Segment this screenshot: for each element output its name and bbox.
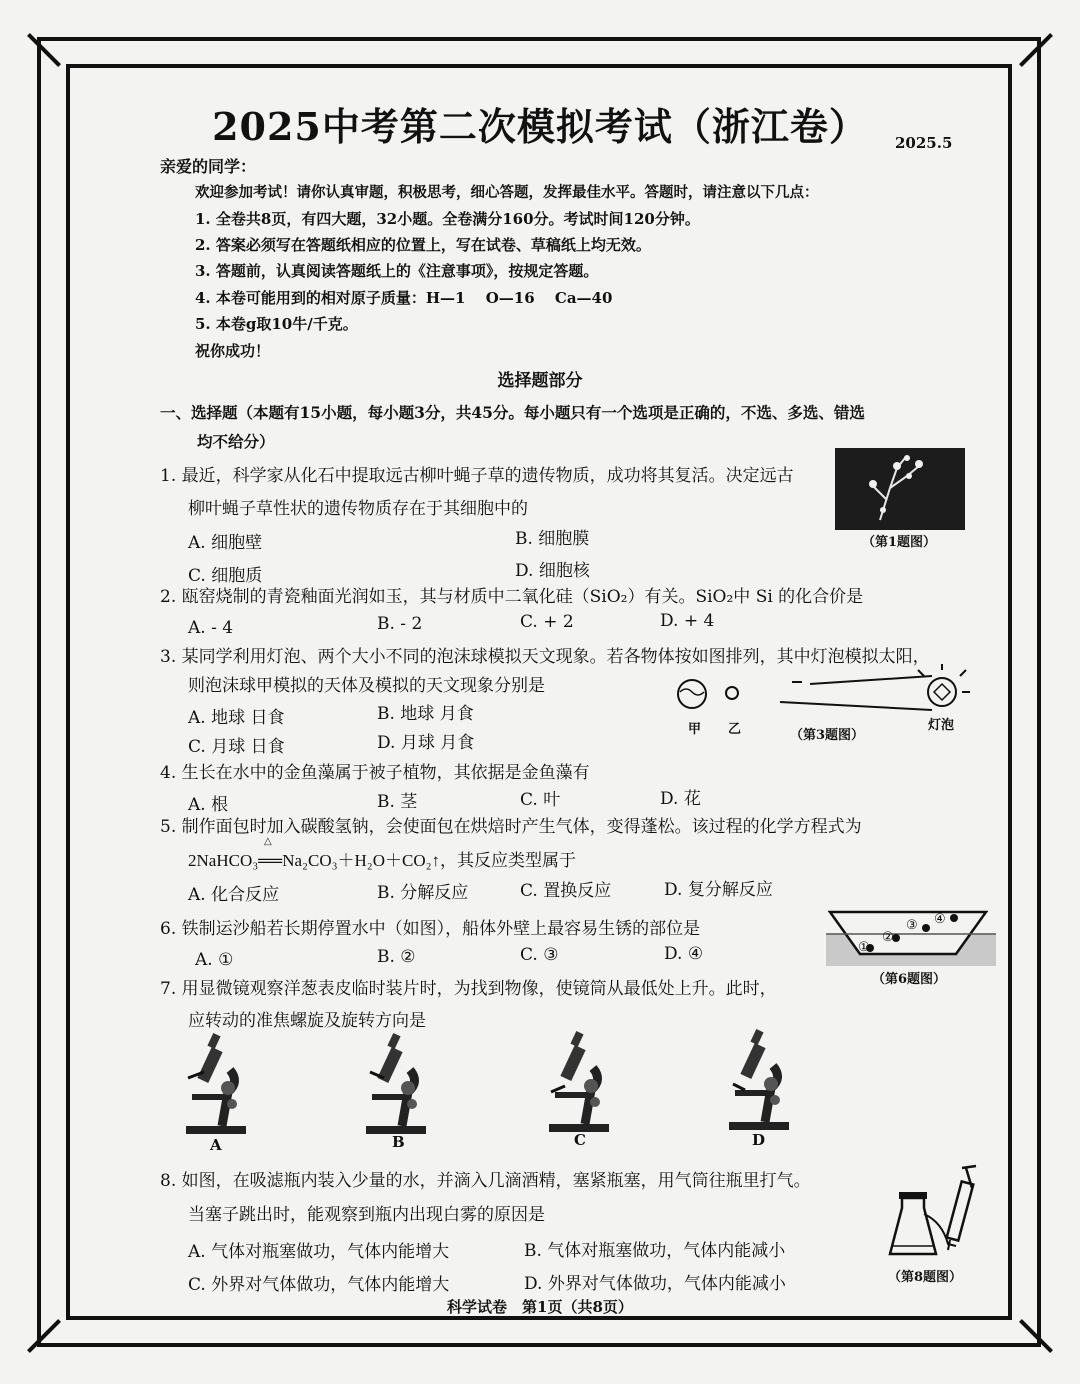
note-1: 1. 全卷共8页，有四大题，32小题。全卷满分160分。考试时间120分钟。 — [195, 210, 700, 228]
q3-option-b: B. 地球 月食 — [377, 704, 474, 724]
q6-marker-1: ① — [858, 940, 870, 955]
q5-stem-line1: 5. 制作面包时加入碳酸氢钠，会使面包在烘焙时产生气体，变得蓬松。该过程的化学方程式为 — [160, 817, 862, 837]
q3-option-c: C. 月球 日食 — [188, 737, 285, 757]
exam-title: 2025中考第二次模拟考试（浙江卷） — [212, 104, 868, 149]
q6-option-d: D. ④ — [664, 944, 704, 964]
q3-option-d: D. 月球 月食 — [377, 733, 475, 753]
q3-sun-earth-moon-figure — [670, 662, 975, 722]
part-title-line2: 均不给分） — [197, 432, 275, 451]
q8-option-a: A. 气体对瓶塞做功，气体内能增大 — [188, 1242, 450, 1262]
greeting: 亲爱的同学： — [160, 157, 257, 176]
q5-equation: 2NaHCO₃══Na₂CO₃＋H₂O＋CO₂↑，其反应类型属于 — [188, 851, 577, 870]
q6-figure-caption: （第6题图） — [872, 972, 947, 987]
q3-label-jia: 甲 — [688, 722, 702, 737]
q2-option-d: D. + 4 — [660, 611, 715, 631]
q8-option-d: D. 外界对气体做功，气体内能减小 — [524, 1274, 786, 1294]
q2-option-b: B. - 2 — [377, 614, 423, 634]
q6-stem: 6. 铁制运沙船若长期停置水中（如图），船体外壁上最容易生锈的部位是 — [160, 919, 701, 939]
q8-option-c: C. 外界对气体做功，气体内能增大 — [188, 1275, 450, 1295]
q2-option-c: C. + 2 — [520, 612, 574, 632]
q5-option-a: A. 化合反应 — [188, 885, 280, 905]
q3-label-bulb: 灯泡 — [928, 718, 955, 733]
page-footer: 科学试卷 第1页（共8页） — [447, 1298, 633, 1316]
q5-option-c: C. 置换反应 — [520, 881, 612, 901]
q8-stem-line1: 8. 如图，在吸滤瓶内装入少量的水，并滴入几滴酒精，塞紧瓶塞，用气筒往瓶里打气。 — [160, 1171, 811, 1191]
note-3: 3. 答题前，认真阅读答题纸上的《注意事项》，按规定答题。 — [195, 262, 599, 280]
q8-flask-pump-figure — [884, 1162, 984, 1262]
q6-marker-3: ③ — [906, 918, 918, 933]
q7-label-b: B — [392, 1133, 405, 1151]
wish-text: 祝你成功！ — [195, 342, 271, 360]
q7-label-a: A — [210, 1136, 222, 1154]
q1-figure-caption: （第1题图） — [862, 535, 937, 550]
q6-option-b: B. ② — [377, 947, 416, 967]
q6-boat-figure — [826, 906, 996, 966]
q5-heat-symbol: △ — [264, 836, 272, 847]
q4-stem: 4. 生长在水中的金鱼藻属于被子植物，其依据是金鱼藻有 — [160, 763, 590, 783]
q6-option-c: C. ③ — [520, 945, 559, 965]
q3-figure-caption: （第3题图） — [790, 728, 865, 743]
q1-option-d: D. 细胞核 — [515, 561, 590, 581]
q1-option-b: B. 细胞膜 — [515, 529, 590, 549]
q6-marker-4: ④ — [934, 912, 946, 927]
q4-option-a: A. 根 — [188, 795, 229, 815]
q8-option-b: B. 气体对瓶塞做功，气体内能减小 — [524, 1241, 786, 1261]
q7-stem-line2: 应转动的准焦螺旋及旋转方向是 — [188, 1011, 426, 1031]
q3-stem-line2: 则泡沫球甲模拟的天体及模拟的天文现象分别是 — [188, 676, 545, 696]
q7-label-c: C — [574, 1131, 586, 1149]
q4-option-d: D. 花 — [660, 789, 701, 809]
q7-stem-line1: 7. 用显微镜观察洋葱表皮临时装片时，为找到物像，使镜筒从最低处上升。此时， — [160, 979, 777, 999]
q2-option-a: A. - 4 — [188, 618, 234, 638]
q1-option-c: C. 细胞质 — [188, 566, 263, 586]
q1-stem-line1: 1. 最近，科学家从化石中提取远古柳叶蝇子草的遗传物质，成功将其复活。决定远古 — [160, 466, 794, 486]
q7-microscope-c — [545, 1030, 615, 1134]
q1-fossil-plant-figure — [835, 448, 965, 530]
q5-option-d: D. 复分解反应 — [664, 880, 773, 900]
q1-option-a: A. 细胞壁 — [188, 533, 263, 553]
q8-figure-caption: （第8题图） — [888, 1270, 963, 1285]
q3-label-yi: 乙 — [728, 722, 742, 737]
q3-option-a: A. 地球 日食 — [188, 708, 285, 728]
q7-label-d: D — [752, 1131, 766, 1149]
q5-option-b: B. 分解反应 — [377, 883, 469, 903]
q8-stem-line2: 当塞子跳出时，能观察到瓶内出现白雾的原因是 — [188, 1205, 545, 1225]
q7-microscope-a — [182, 1032, 252, 1136]
q3-stem-line1: 3. 某同学利用灯泡、两个大小不同的泡沫球模拟天文现象。若各物体按如图排列，其中灯泡模拟太阳， — [160, 647, 930, 667]
exam-date: 2025.5 — [895, 134, 953, 152]
q7-microscope-b — [362, 1032, 432, 1136]
note-4: 4. 本卷可能用到的相对原子质量：H—1 O—16 Ca—40 — [195, 289, 613, 307]
note-5: 5. 本卷g取10牛/千克。 — [195, 315, 358, 333]
note-2: 2. 答案必须写在答题纸相应的位置上，写在试卷、草稿纸上均无效。 — [195, 236, 651, 254]
part-title-line1: 一、选择题（本题有15小题，每小题3分，共45分。每小题只有一个选项是正确的，不选、多选、错选 — [160, 403, 865, 422]
q2-stem: 2. 瓯窑烧制的青瓷釉面光润如玉，其与材质中二氧化硅（SiO₂）有关。SiO₂中 Si 的化合价是 — [160, 587, 864, 607]
q1-stem-line2: 柳叶蝇子草性状的遗传物质存在于其细胞中的 — [188, 499, 528, 519]
q4-option-c: C. 叶 — [520, 790, 561, 810]
q4-option-b: B. 茎 — [377, 792, 418, 812]
q7-microscope-d — [725, 1028, 795, 1132]
welcome-text: 欢迎参加考试！请你认真审题，积极思考，细心答题，发挥最佳水平。答题时，请注意以下几点： — [195, 184, 819, 201]
section-heading: 选择题部分 — [497, 371, 583, 391]
q6-marker-2: ② — [882, 930, 894, 945]
q6-option-a: A. ① — [195, 950, 234, 970]
